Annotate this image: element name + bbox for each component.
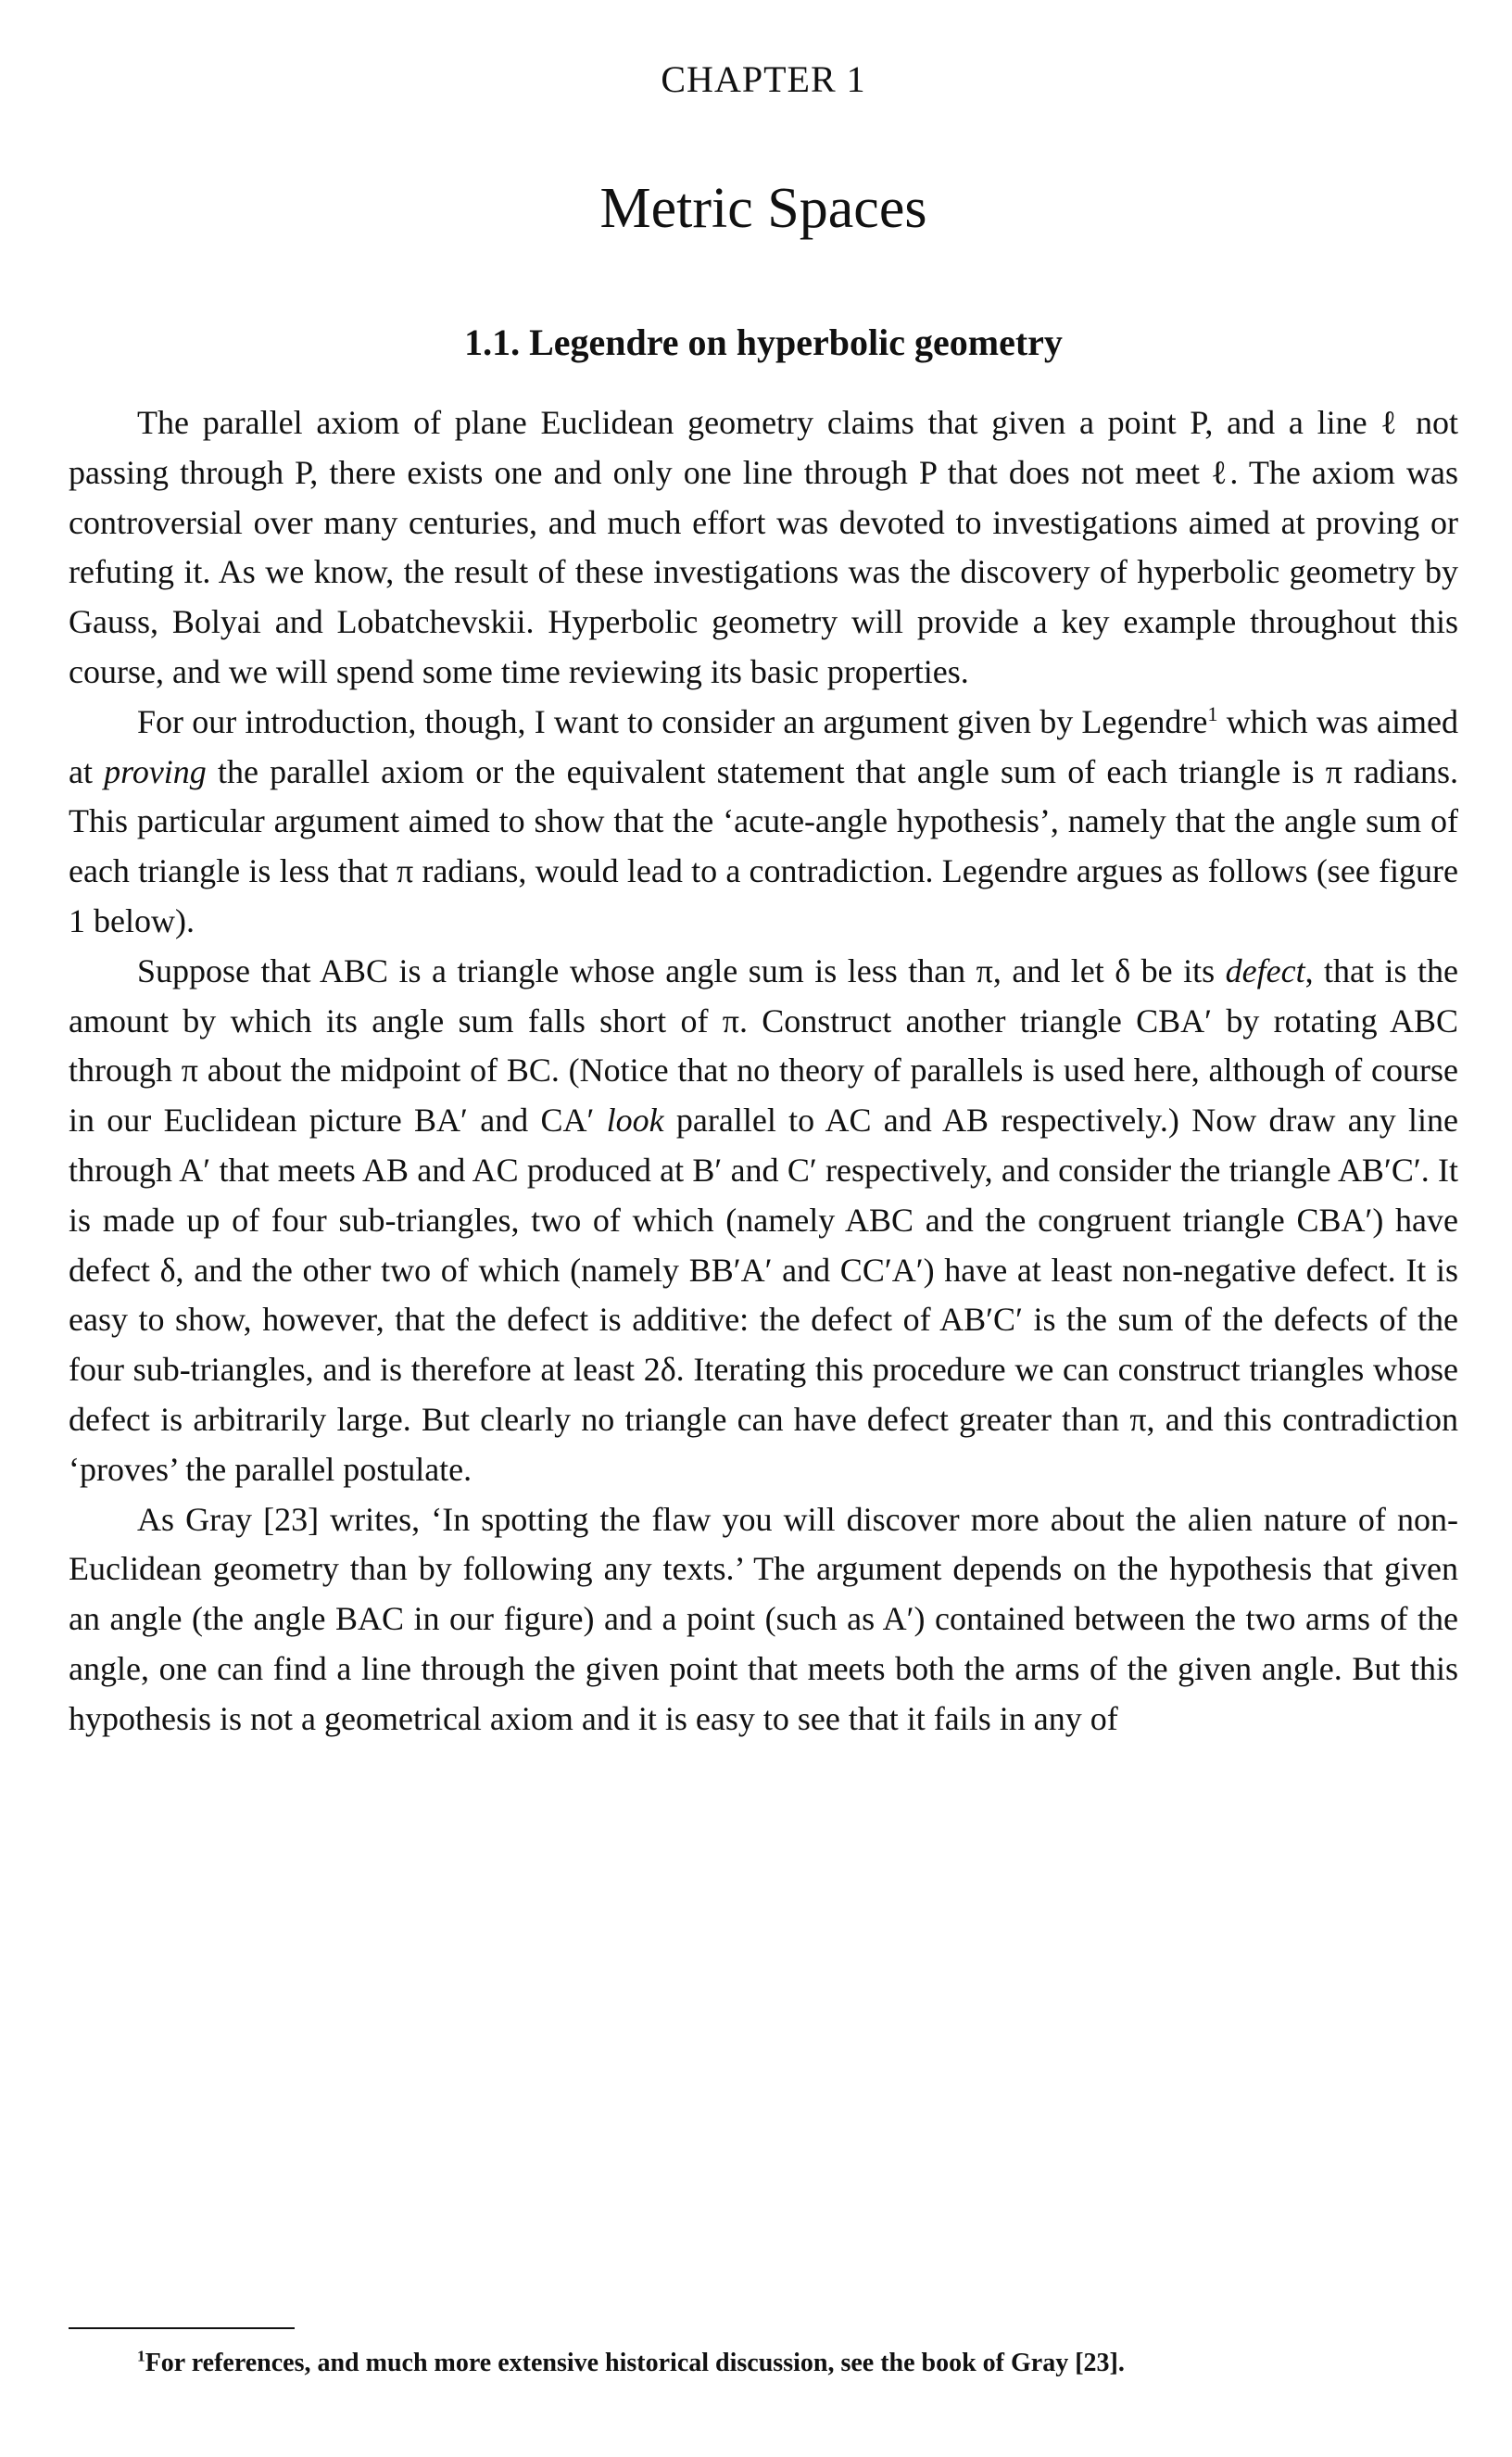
paragraph-2-text-b: which was aimed at: [69, 702, 1458, 790]
chapter-label: CHAPTER 1: [661, 58, 866, 100]
paragraph-4-text: As Gray [23] writes, ‘In spotting the flaw you will discover more about the alien nature of non-Euclidean geometry than by following any texts.’ The argument depends on the hypothesis that given an angle (the angle BAC in our figure) and a point (such as A′) contained between the two arms of the angle, one can find a line through the given point that meets both the arms of the given angle. But this hypothesis is not a geometrical axiom and it is easy to see that it fails in any of: [69, 1500, 1458, 1737]
paragraph-4: [69, 1495, 1458, 1745]
paragraph-3-emphasis-defect: defect: [1225, 951, 1305, 989]
paragraph-3-text-b: , that is the amount by which its angle sum falls short of π. Construct another triangle CBA′ by rotating ABC through π about the midpoint of BC. (Notice that no theory of parallels is used here, although of course in our Euclidean picture BA′ and CA′: [69, 951, 1458, 1140]
footnote-reference[interactable]: 1: [1207, 701, 1218, 725]
paragraph-3-emphasis-look: look: [606, 1102, 664, 1140]
paragraph-3: [69, 947, 1458, 1495]
section-heading: 1.1. Legendre on hyperbolic geometry: [464, 321, 1063, 363]
footnote: [69, 2349, 1458, 2378]
paragraph-1-text: The parallel axiom of plane Euclidean geometry claims that given a point P, and a line ℓ not passing through P, there exists one and only one line through P that does not meet ℓ. The axiom was controversial over many centuries, and much effort was devoted to investigations aimed at proving or refuting it. As we know, the result of these investigations was the discovery of hyperbolic geometry by Gauss, Bolyai and Lobatchevskii. Hyperbolic geometry will provide a key example throughout this course, and we will spend some time reviewing its basic properties.: [69, 404, 1458, 690]
paragraph-1: [69, 398, 1458, 698]
body-text: [69, 398, 1458, 1745]
footnote-divider: [69, 2327, 295, 2329]
paragraph-2: [69, 698, 1458, 947]
paragraph-3-text-a: Suppose that ABC is a triangle whose angle sum is less than π, and let δ be its: [137, 951, 1226, 989]
paragraph-2-text-a: For our introduction, though, I want to consider an argument given by Legendre: [137, 702, 1208, 740]
paragraph-2-emphasis: proving: [104, 752, 207, 790]
footnote-text: For references, and much more extensive historical discussion, see the book of Gray [23].: [145, 2349, 1125, 2377]
footnote-mark: 1: [137, 2347, 145, 2365]
chapter-title: Metric Spaces: [599, 177, 927, 240]
paragraph-2-text-c: the parallel axiom or the equivalent statement that angle sum of each triangle is π radians. This particular argument aimed to show that the ‘acute-angle hypothesis’, namely that the angle sum of each triangle is less that π radians, would lead to a contradiction. Legendre argues as follows (see figure 1 below).: [69, 752, 1458, 939]
paragraph-3-text-c: parallel to AC and AB respectively.) Now draw any line through A′ that meets AB and AC produced at B′ and C′ respectively, and consider the triangle AB′C′. It is made up of four sub-triangles, two of which (namely ABC and the congruent triangle CBA′) have defect δ, and the other two of which (namely BB′A′ and CC′A′) have at least non-negative defect. It is easy to show, however, that the defect is additive: the defect of AB′C′ is the sum of the defects of the four sub-triangles, and is therefore at least 2δ. Iterating this procedure we can construct triangles whose defect is arbitrarily large. But clearly no triangle can have defect greater than π, and this contradiction ‘proves’ the parallel postulate.: [69, 1102, 1458, 1488]
